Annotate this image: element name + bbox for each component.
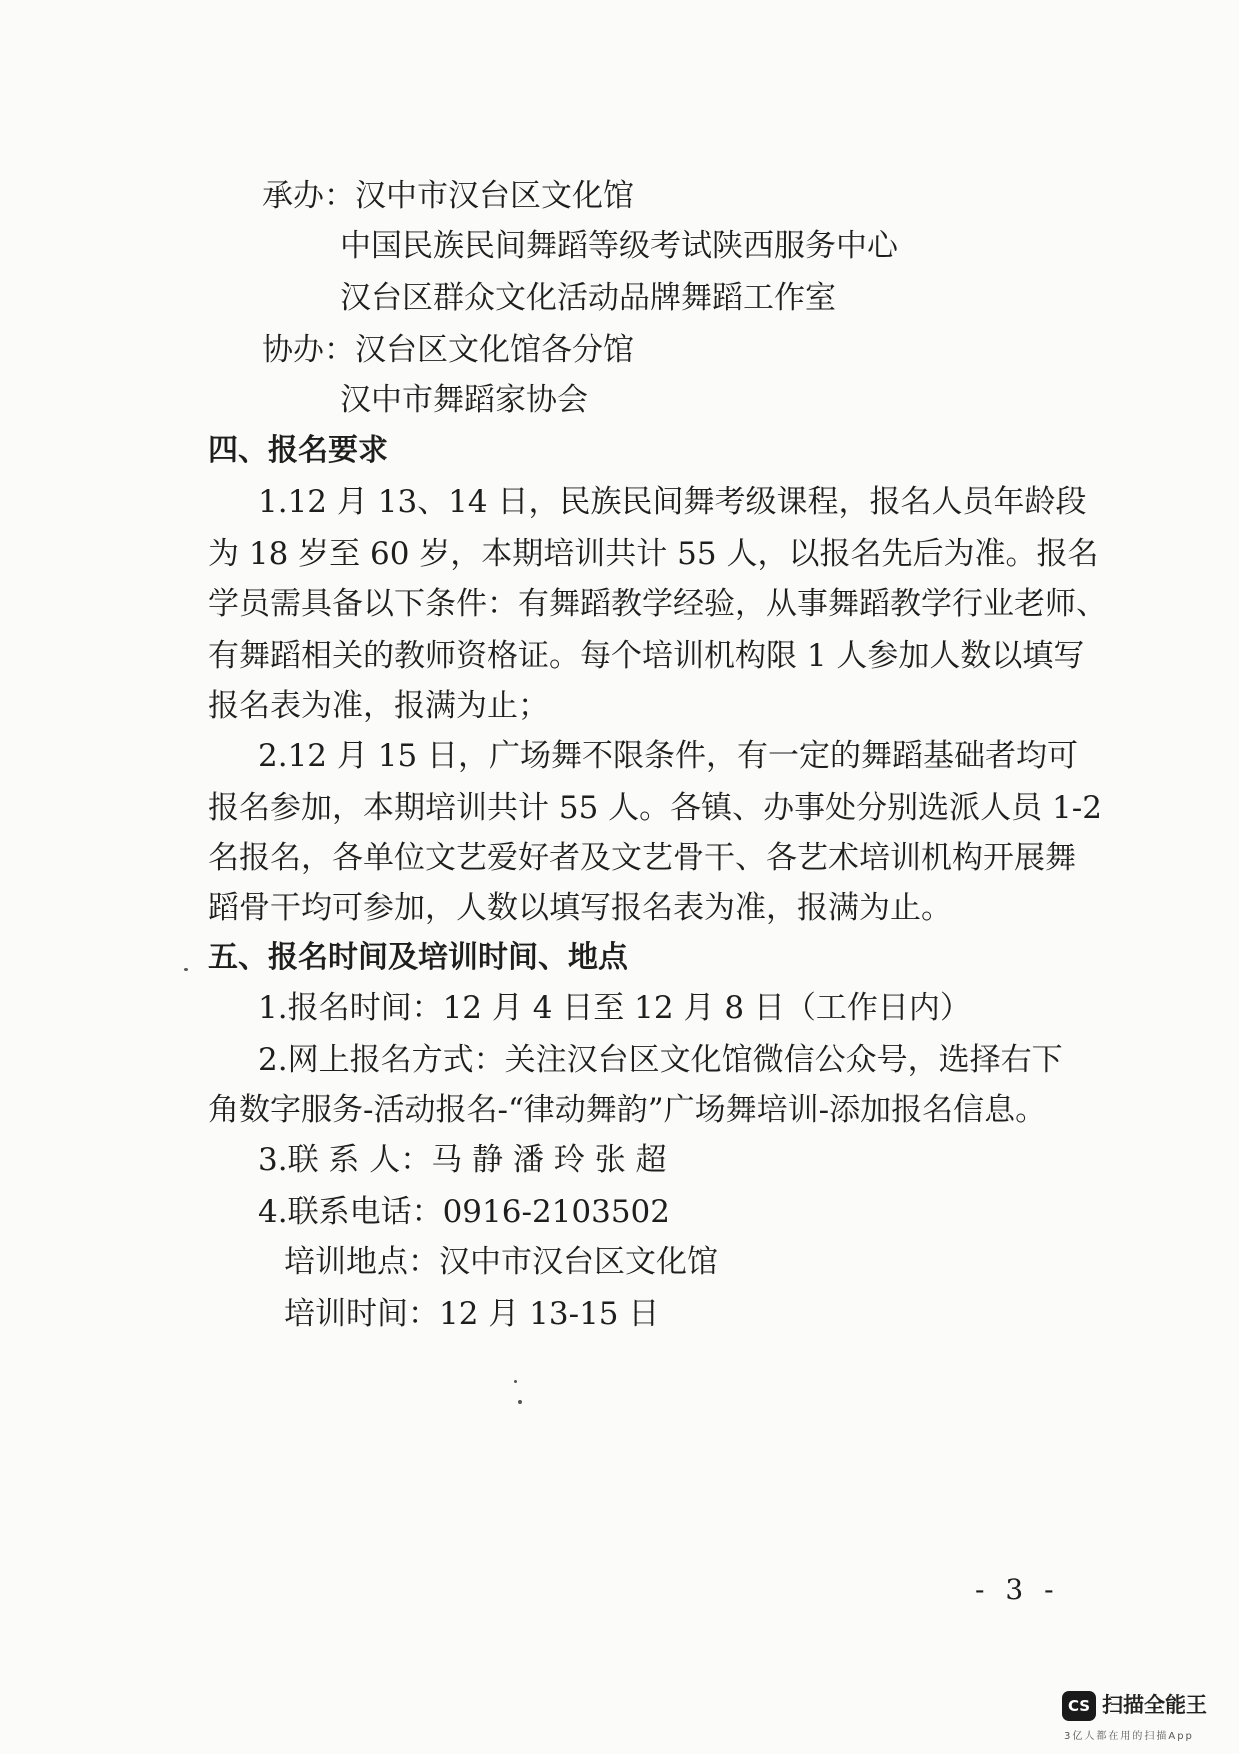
camscanner-logo-icon: CS (1062, 1691, 1096, 1721)
training-time: 培训时间：12 月 13-15 日 (284, 1296, 660, 1332)
section-5-heading: 五、报名时间及培训时间、地点 (208, 940, 628, 975)
section-4-heading: 四、报名要求 (208, 433, 388, 468)
paragraph-line: 学员需具备以下条件：有舞蹈教学经验，从事舞蹈教学行业老师、 (208, 586, 1107, 622)
registration-time: 1.报名时间：12 月 4 日至 12 月 8 日（工作日内） (258, 990, 971, 1026)
cheng-ban-line-2: 中国民族民间舞蹈等级考试陕西服务中心 (340, 228, 898, 264)
paragraph-line: 报名参加，本期培训共计 55 人。各镇、办事处分别选派人员 1-2 (208, 790, 1102, 826)
contact-phone: 4.联系电话：0916-2103502 (258, 1194, 671, 1230)
online-registration-line: 角数字服务-活动报名-“律动舞韵”广场舞培训-添加报名信息。 (208, 1092, 1047, 1128)
training-location: 培训地点：汉中市汉台区文化馆 (284, 1244, 718, 1280)
cheng-ban-line: 承办：汉中市汉台区文化馆 (262, 178, 634, 214)
xie-ban-line-2: 汉中市舞蹈家协会 (340, 382, 588, 418)
page-number: - 3 - (975, 1573, 1060, 1606)
paragraph-line: 1.12 月 13、14 日，民族民间舞考级课程，报名人员年龄段 (258, 484, 1087, 520)
paragraph-line: 有舞蹈相关的教师资格证。每个培训机构限 1 人参加人数以填写 (208, 638, 1085, 674)
scanner-watermark (1062, 1685, 1222, 1747)
online-registration-line: 2.网上报名方式：关注汉台区文化馆微信公众号，选择右下 (258, 1042, 1063, 1078)
paragraph-line: 蹈骨干均可参加，人数以填写报名表为准，报满为止。 (208, 890, 952, 926)
cheng-ban-line-3: 汉台区群众文化活动品牌舞蹈工作室 (340, 280, 836, 316)
paragraph-line: 2.12 月 15 日，广场舞不限条件，有一定的舞蹈基础者均可 (258, 738, 1079, 774)
contact-persons: 3.联 系 人：马 静 潘 玲 张 超 (258, 1142, 667, 1178)
xie-ban-line: 协办：汉台区文化馆各分馆 (262, 332, 634, 368)
scan-speck (518, 1400, 522, 1404)
scan-speck (184, 968, 188, 971)
paragraph-line: 为 18 岁至 60 岁，本期培训共计 55 人，以报名先后为准。报名 (208, 536, 1099, 572)
paragraph-line: 名报名，各单位文艺爱好者及文艺骨干、各艺术培训机构开展舞 (208, 840, 1076, 876)
scan-speck (514, 1380, 517, 1383)
watermark-app-name: 扫描全能王 (1102, 1693, 1207, 1717)
paragraph-line: 报名表为准，报满为止； (208, 688, 549, 724)
watermark-slogan: 3亿人都在用的扫描App (1064, 1731, 1194, 1742)
